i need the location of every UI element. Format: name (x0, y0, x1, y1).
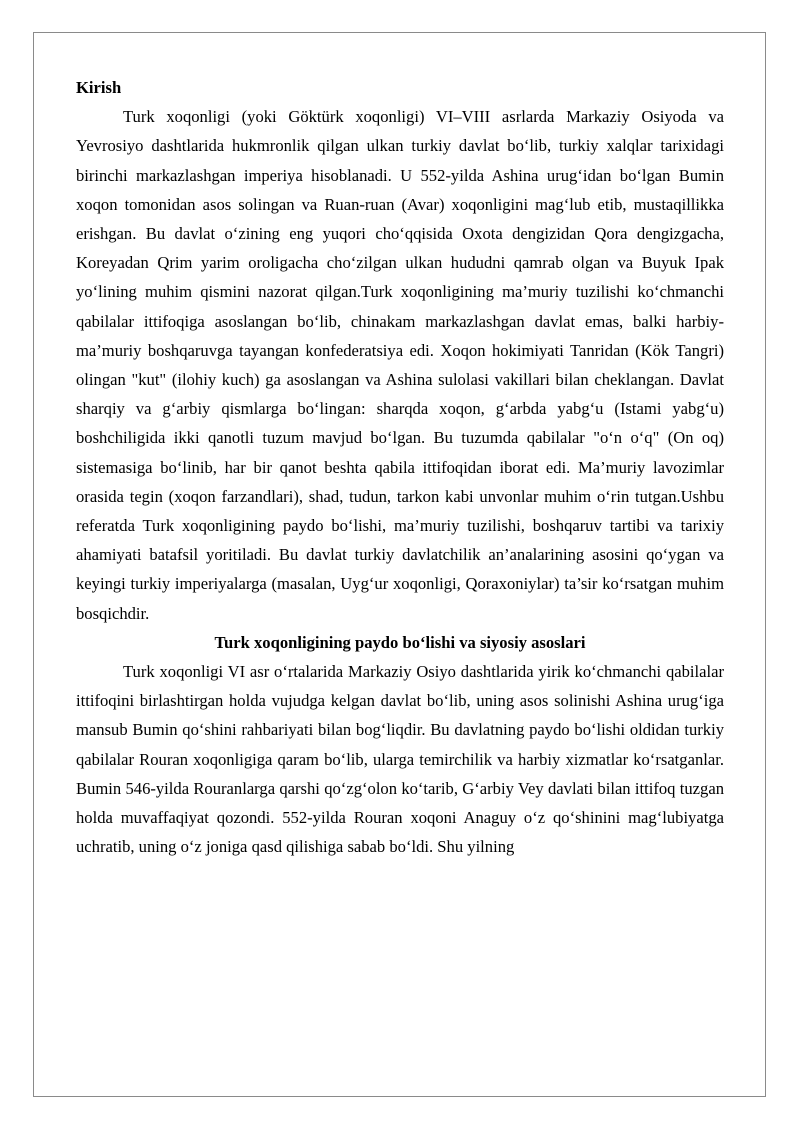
section-paragraph: Turk xoqonligi VI asr o‘rtalarida Markaziy Osiyo dashtlarida yirik ko‘chmanchi qabilalar ittifoqini birlashtirgan holda vujudga kelgan davlat bo‘lib, uning asos solinishi Ashina urug‘iga mansub Bumin qo‘shini rahbariyati bilan bog‘liqdir. Bu davlatning paydo bo‘lishi oldidan turkiy qabilalar Rouran xoqonligiga qaram bo‘lib, ularga temirchilik va harbiy xizmatlar ko‘rsatganlar. Bumin 546-yilda Rouranlarga qarshi qo‘zg‘olon ko‘tarib, G‘arbiy Vey davlati bilan ittifoq tuzgan holda muvaffaqiyat qozondi. 552-yilda Rouran xoqoni Anaguy o‘z qo‘shinini mag‘lubiyatga uchratib, uning o‘z joniga qasd qilishiga sabab bo‘ldi. Shu yilning (76, 662, 724, 857)
intro-heading: Kirish (76, 78, 122, 97)
intro-paragraph: Turk xoqonligi (yoki Göktürk xoqonligi) VI–VIII asrlarda Markaziy Osiyoda va Yevrosiyo dashtlarida hukmronlik qilgan ulkan turkiy davlat bo‘lib, turkiy xalqlar tarixidagi birinchi markazlashgan imperiya hisoblanadi. U 552-yilda Ashina urug‘idan bo‘lgan Bumin xoqon tomonidan asos solingan va Ruan-ruan (Avar) xoqonligini mag‘lub etib, mustaqillikka erishgan. Bu davlat o‘zining eng yuqori cho‘qqisida Oxota dengizidan Qora dengizgacha, Koreyadan Qrim yarim oroligacha cho‘zilgan ulkan hududni qamrab olgan va Buyuk Ipak yo‘lining muhim qismini nazorat qilgan.Turk xoqonligining ma’muriy tuzilishi ko‘chmanchi qabilalar ittifoqiga asoslangan bo‘lib, chinakam markazlashgan davlat emas, balki harbiy-ma’muriy boshqaruvga tayangan konfederatsiya edi. Xoqon hokimiyati Tanridan (Kök Tangri) olingan "kut" (ilohiy kuch) ga asoslangan va Ashina sulolasi vakillari bilan cheklangan. Davlat sharqiy va g‘arbiy qismlarga bo‘lingan: sharqda xoqon, g‘arbda yabg‘u (Istami yabg‘u) boshchiligida ikki qanotli tuzum mavjud bo‘lgan. Bu tuzumda qabilalar "o‘n o‘q" (On oq) sistemasiga bo‘linib, har bir qanot beshta qabila ittifoqidan iborat edi. Ma’muriy lavozimlar orasida tegin (xoqon farzandlari), shad, tudun, tarkon kabi unvonlar muhim o‘rin tutgan.Ushbu referatda Turk xoqonligining paydo bo‘lishi, ma’muriy tuzilishi, boshqaruv tartibi va tarixiy ahamiyati batafsil yoritiladi. Bu davlat turkiy davlatchilik an’analarining asosini qo‘ygan va keyingi turkiy imperiyalarga (masalan, Uyg‘ur xoqonligi, Qoraxoniylar) ta’sir ko‘rsatgan muhim bosqichdir. (76, 107, 724, 623)
document-body (76, 73, 724, 861)
section-heading: Turk xoqonligining paydo bo‘lishi va siyosiy asoslari (214, 632, 586, 652)
